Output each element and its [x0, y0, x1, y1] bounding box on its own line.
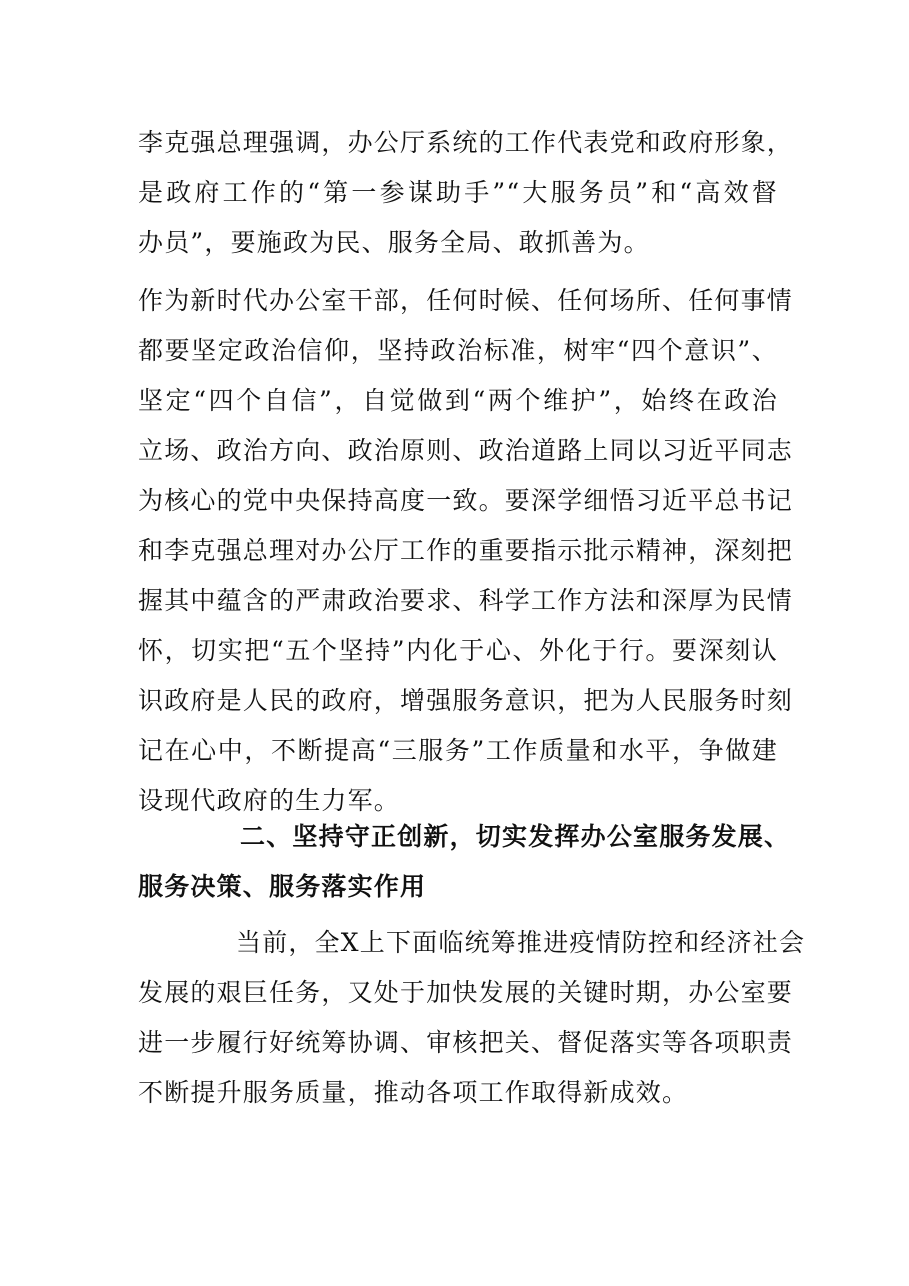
paragraph-2-line-4: 立场、政治方向、政治原则、政治道路上同以习近平同志: [138, 436, 794, 465]
paragraph-2-line-2: 都要坚定政治信仰，坚持政治标准，树牢“四个意识”、: [138, 336, 778, 365]
paragraph-2-line-6: 和李克强总理对办公厅工作的重要指示批示精神，深刻把: [138, 536, 794, 565]
paragraph-2-line-9: 识政府是人民的政府，增强服务意识，把为人民服务时刻: [138, 686, 794, 715]
paragraph-2-line-10: 记在心中，不断提高“三服务”工作质量和水平，争做建: [138, 736, 778, 765]
paragraph-2-line-5: 为核心的党中央保持高度一致。要深学细悟习近平总书记: [138, 486, 794, 515]
section-heading-line-2: 服务决策、服务落实作用: [138, 872, 427, 901]
paragraph-2-line-7: 握其中蕴含的严肃政治要求、科学工作方法和深厚为民情: [138, 586, 794, 615]
paragraph-2-line-1: 作为新时代办公室干部，任何时候、任何场所、任何事情: [138, 286, 794, 315]
paragraph-3-line-4: 不断提升服务质量，推动各项工作取得新成效。: [138, 1078, 689, 1107]
paragraph-3-line-3: 进一步履行好统筹协调、审核把关、督促落实等各项职责: [138, 1028, 794, 1057]
paragraph-2-line-3: 坚定“四个自信”，自觉做到“两个维护”，始终在政治: [138, 386, 778, 415]
paragraph-3-line-1: 当前，全X上下面临统筹推进疫情防控和经济社会: [236, 928, 806, 957]
paragraph-3-line-2: 发展的艰巨任务，又处于加快发展的关键时期，办公室要: [138, 978, 794, 1007]
paragraph-1-line-3: 办员”，要施政为民、服务全局、敢抓善为。: [138, 228, 650, 257]
section-heading-line-1: 二、坚持守正创新，切实发挥办公室服务发展、: [240, 822, 791, 851]
paragraph-1-line-2: 是政府工作的“第一参谋助手”“大服务员”和“高效督: [138, 178, 778, 207]
paragraph-2-line-11: 设现代政府的生力军。: [138, 786, 401, 815]
paragraph-2-line-8: 怀，切实把“五个坚持”内化于心、外化于行。要深刻认: [138, 636, 778, 665]
paragraph-1-line-1: 李克强总理强调，办公厅系统的工作代表党和政府形象，: [138, 128, 794, 157]
